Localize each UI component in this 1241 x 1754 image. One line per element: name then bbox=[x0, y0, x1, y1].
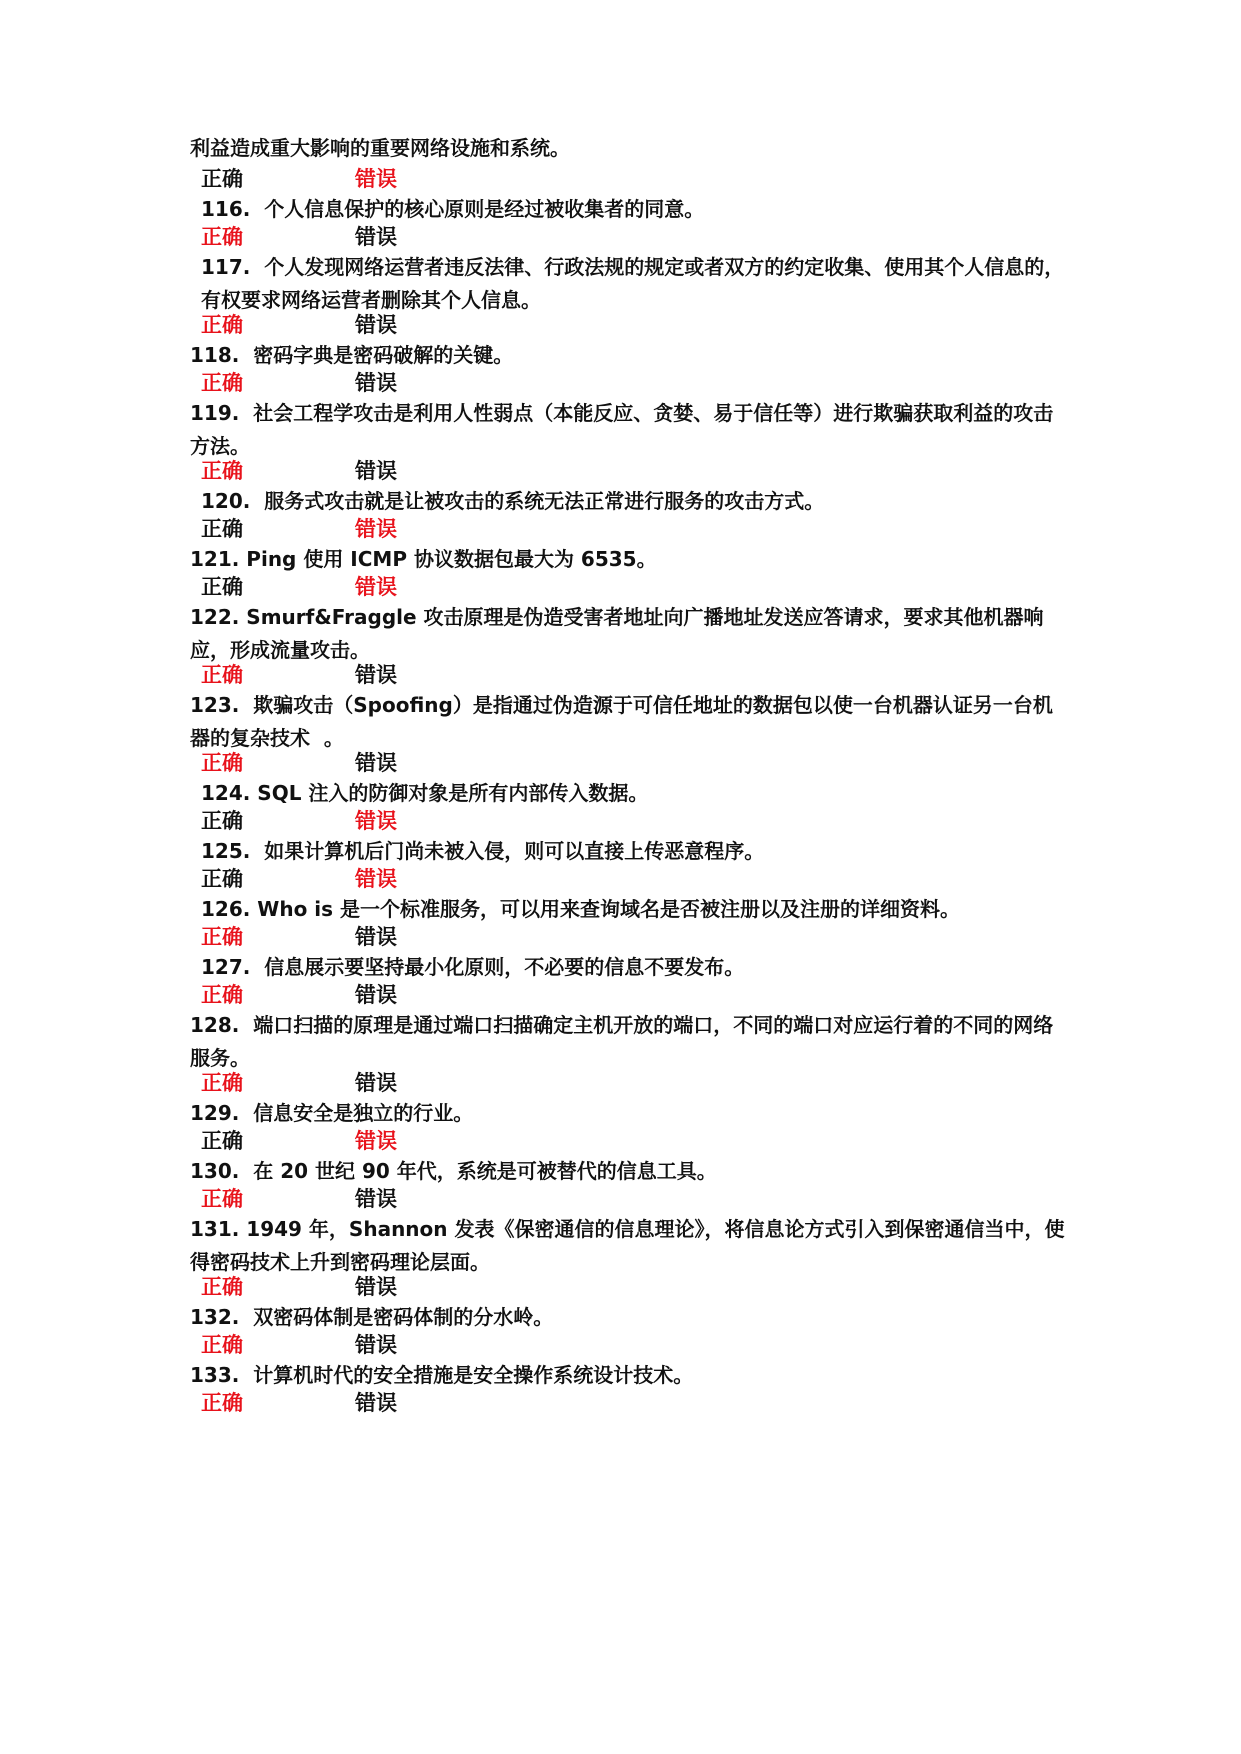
question-127-option-wrong[interactable]: 错误 bbox=[355, 983, 397, 1007]
question-118-option-correct[interactable]: 正确 bbox=[201, 371, 243, 395]
question-119-option-correct[interactable]: 正确 bbox=[201, 459, 243, 483]
question-129-text: 129. 信息安全是独立的行业。 bbox=[190, 1101, 474, 1125]
question-132-option-wrong[interactable]: 错误 bbox=[355, 1333, 397, 1357]
question-119-option-wrong[interactable]: 错误 bbox=[355, 459, 397, 483]
question-125-text: 125. 如果计算机后门尚未被入侵，则可以直接上传恶意程序。 bbox=[201, 839, 765, 863]
question-120-option-wrong[interactable]: 错误 bbox=[355, 517, 397, 541]
question-117-option-wrong[interactable]: 错误 bbox=[355, 313, 397, 337]
question-116-text: 116. 个人信息保护的核心原则是经过被收集者的同意。 bbox=[201, 197, 705, 221]
question-fragment-option-wrong[interactable]: 错误 bbox=[355, 167, 397, 191]
question-120-option-correct[interactable]: 正确 bbox=[201, 517, 243, 541]
question-125-option-correct[interactable]: 正确 bbox=[201, 867, 243, 891]
question-124-option-wrong[interactable]: 错误 bbox=[355, 809, 397, 833]
question-125-option-wrong[interactable]: 错误 bbox=[355, 867, 397, 891]
question-131-option-correct[interactable]: 正确 bbox=[201, 1275, 243, 1299]
question-124-text: 124. SQL 注入的防御对象是所有内部传入数据。 bbox=[201, 781, 649, 805]
question-133-option-correct[interactable]: 正确 bbox=[201, 1391, 243, 1415]
question-121-option-wrong[interactable]: 错误 bbox=[355, 575, 397, 599]
question-133-option-wrong[interactable]: 错误 bbox=[355, 1391, 397, 1415]
question-fragment-text: 利益造成重大影响的重要网络设施和系统。 bbox=[190, 136, 570, 160]
question-133-text: 133. 计算机时代的安全措施是安全操作系统设计技术。 bbox=[190, 1363, 694, 1387]
question-126-option-wrong[interactable]: 错误 bbox=[355, 925, 397, 949]
question-118-option-wrong[interactable]: 错误 bbox=[355, 371, 397, 395]
question-130-option-correct[interactable]: 正确 bbox=[201, 1187, 243, 1211]
question-122-option-wrong[interactable]: 错误 bbox=[355, 663, 397, 687]
question-116-option-correct[interactable]: 正确 bbox=[201, 225, 243, 249]
question-120-text: 120. 服务式攻击就是让被攻击的系统无法正常进行服务的攻击方式。 bbox=[201, 489, 825, 513]
question-126-option-correct[interactable]: 正确 bbox=[201, 925, 243, 949]
question-132-option-correct[interactable]: 正确 bbox=[201, 1333, 243, 1357]
question-121-text: 121. Ping 使用 ICMP 协议数据包最大为 6535。 bbox=[190, 547, 657, 571]
question-130-option-wrong[interactable]: 错误 bbox=[355, 1187, 397, 1211]
question-131-text: 131. 1949 年，Shannon 发表《保密通信的信息理论》，将信息论方式引入到保密通信当中，使得密码技术上升到密码理论层面。 bbox=[190, 1217, 1065, 1274]
question-fragment-option-correct[interactable]: 正确 bbox=[201, 167, 243, 191]
question-117-option-correct[interactable]: 正确 bbox=[201, 313, 243, 337]
question-127-text: 127. 信息展示要坚持最小化原则，不必要的信息不要发布。 bbox=[201, 955, 745, 979]
question-126-text: 126. Who is 是一个标准服务，可以用来查询域名是否被注册以及注册的详细资料。 bbox=[201, 897, 961, 921]
question-130-text: 130. 在 20 世纪 90 年代，系统是可被替代的信息工具。 bbox=[190, 1159, 717, 1183]
question-121-option-correct[interactable]: 正确 bbox=[201, 575, 243, 599]
question-131-option-wrong[interactable]: 错误 bbox=[355, 1275, 397, 1299]
question-128-option-correct[interactable]: 正确 bbox=[201, 1071, 243, 1095]
question-128-option-wrong[interactable]: 错误 bbox=[355, 1071, 397, 1095]
question-123-option-correct[interactable]: 正确 bbox=[201, 751, 243, 775]
question-123-text: 123. 欺骗攻击（Spoofing）是指通过伪造源于可信任地址的数据包以使一台机器认证另一台机器的复杂技术 。 bbox=[190, 693, 1053, 750]
question-127-option-correct[interactable]: 正确 bbox=[201, 983, 243, 1007]
question-123-option-wrong[interactable]: 错误 bbox=[355, 751, 397, 775]
question-122-text: 122. Smurf&Fraggle 攻击原理是伪造受害者地址向广播地址发送应答请求，要求其他机器响应，形成流量攻击。 bbox=[190, 605, 1044, 662]
question-117-text: 117. 个人发现网络运营者违反法律、行政法规的规定或者双方的约定收集、使用其个人信息的，有权要求网络运营者删除其个人信息。 bbox=[201, 255, 1065, 312]
question-132-text: 132. 双密码体制是密码体制的分水岭。 bbox=[190, 1305, 554, 1329]
question-129-option-wrong[interactable]: 错误 bbox=[355, 1129, 397, 1153]
question-119-text: 119. 社会工程学攻击是利用人性弱点（本能反应、贪婪、易于信任等）进行欺骗获取利益的攻击方法。 bbox=[190, 401, 1054, 458]
question-129-option-correct[interactable]: 正确 bbox=[201, 1129, 243, 1153]
question-128-text: 128. 端口扫描的原理是通过端口扫描确定主机开放的端口，不同的端口对应运行着的不同的网络服务。 bbox=[190, 1013, 1054, 1070]
question-116-option-wrong[interactable]: 错误 bbox=[355, 225, 397, 249]
question-122-option-correct[interactable]: 正确 bbox=[201, 663, 243, 687]
question-118-text: 118. 密码字典是密码破解的关键。 bbox=[190, 343, 514, 367]
question-124-option-correct[interactable]: 正确 bbox=[201, 809, 243, 833]
